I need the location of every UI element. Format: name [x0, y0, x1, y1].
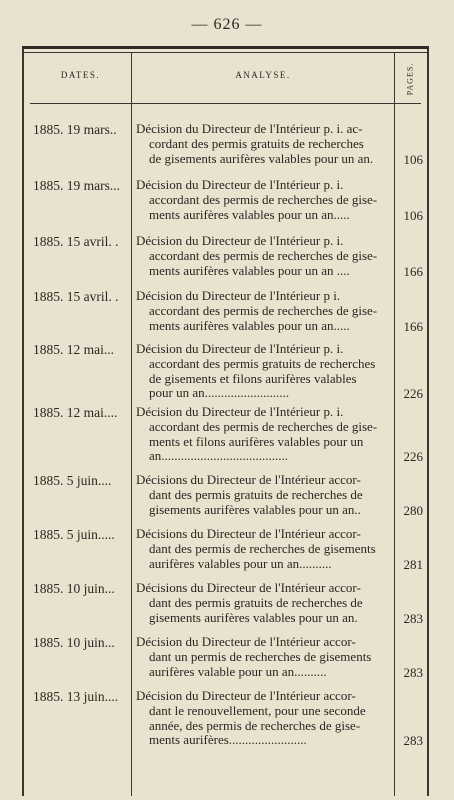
- entry-date: 1885. 19 mars...: [33, 178, 120, 193]
- analysis-line: accordant des permis de recherches de gise-: [149, 192, 378, 207]
- analysis-line: ments et filons aurifères valables pour un: [149, 434, 364, 449]
- analysis-line: Décision du Directeur de l'Intérieur accor-: [136, 689, 356, 703]
- analysis-line: pour un an..........................: [149, 386, 290, 401]
- analysis-line: Décisions du Directeur de l'Intérieur accor-: [136, 473, 361, 487]
- entry-analysis: [136, 122, 391, 166]
- entry-date: 1885. 15 avril. .: [33, 289, 119, 304]
- entry-date: 1885. 5 juin.....: [33, 527, 115, 542]
- column-header-pages-label: PAGES.: [405, 62, 415, 96]
- entry-date: 1885. 5 juin....: [33, 473, 112, 488]
- entry-date: 1885. 10 juin...: [33, 635, 115, 650]
- analysis-line: Décision du Directeur de l'Intérieur p i.: [136, 289, 341, 303]
- entry-date: 1885. 10 juin...: [33, 581, 115, 596]
- entry-page-number: 166: [403, 318, 423, 334]
- analysis-line: dant des permis de recherches de gisements: [149, 541, 376, 556]
- entry-analysis: [136, 527, 391, 571]
- entry-page-number: 281: [403, 556, 423, 572]
- analysis-line: de gisements aurifères valables pour un an.: [149, 151, 374, 166]
- entry-date: 1885. 12 mai...: [33, 342, 114, 357]
- entry-page-number: 106: [403, 151, 423, 167]
- analysis-line: accordant des permis de recherches de gise-: [149, 419, 378, 434]
- analysis-line: ments aurifères valables pour un an.....: [149, 318, 350, 333]
- entry-analysis: [136, 289, 391, 333]
- entry-analysis: [136, 581, 391, 625]
- analysis-line: dant des permis gratuits de recherches de: [149, 487, 363, 502]
- entry-page-number: 106: [403, 207, 423, 223]
- entry-date: 1885. 12 mai....: [33, 405, 118, 420]
- analysis-line: Décisions du Directeur de l'Intérieur accor-: [136, 527, 361, 541]
- entry-analysis: [136, 635, 391, 679]
- analysis-line: Décision du Directeur de l'Intérieur p. i.: [136, 234, 344, 248]
- entry-page-number: 283: [403, 610, 423, 626]
- entry-page-number: 226: [403, 386, 423, 402]
- analysis-line: Décision du Directeur de l'Intérieur p. i. ac-: [136, 122, 363, 136]
- analysis-line: de gisements et filons aurifères valables: [149, 371, 357, 386]
- analysis-line: dant le renouvellement, pour une seconde: [149, 703, 366, 718]
- analysis-line: Décision du Directeur de l'Intérieur p. i.: [136, 178, 344, 192]
- page-number: — 626 —: [191, 16, 263, 33]
- analysis-line: accordant des permis de recherches de gise-: [149, 303, 378, 318]
- analysis-line: gisements aurifères valables pour un an..: [149, 502, 361, 517]
- column-header-dates: DATES.: [60, 70, 101, 80]
- entry-page-number: 226: [403, 449, 423, 465]
- entry-analysis: [136, 342, 391, 401]
- analysis-line: année, des permis de recherches de gise-: [149, 718, 361, 733]
- analysis-line: ments aurifères........................: [149, 733, 307, 748]
- analysis-line: Décisions du Directeur de l'Intérieur accor-: [136, 581, 361, 595]
- analysis-line: cordant des permis gratuits de recherches: [149, 136, 364, 151]
- analysis-line: Décision du Directeur de l'Intérieur p. i.: [136, 405, 344, 419]
- entry-analysis: [136, 234, 391, 278]
- analysis-line: dant des permis gratuits de recherches de: [149, 595, 363, 610]
- entry-date: 1885. 19 mars..: [33, 122, 117, 137]
- entry-page-number: 283: [403, 733, 423, 749]
- analysis-line: accordant des permis gratuits de recherches: [149, 356, 376, 371]
- analysis-line: ments aurifères valables pour un an ....: [149, 263, 350, 278]
- entry-page-number: 166: [403, 263, 423, 279]
- analysis-line: accordant des permis de recherches de gise-: [149, 248, 378, 263]
- analysis-line: aurifères valables pour un an..........: [149, 556, 332, 571]
- analysis-line: gisements aurifères valables pour un an.: [149, 610, 358, 625]
- entry-page-number: 280: [403, 502, 423, 518]
- analysis-line: aurifères valable pour un an..........: [149, 664, 327, 679]
- column-header-analyse: ANALYSE.: [235, 70, 291, 80]
- entry-analysis: [136, 689, 391, 748]
- entry-analysis: [136, 405, 391, 464]
- analysis-line: dant un permis de recherches de gisements: [149, 649, 372, 664]
- entry-page-number: 283: [403, 664, 423, 680]
- analysis-line: Décision du Directeur de l'Intérieur accor-: [136, 635, 356, 649]
- entry-analysis: [136, 473, 391, 517]
- entry-analysis: [136, 178, 391, 222]
- entry-date: 1885. 15 avril. .: [33, 234, 119, 249]
- analysis-line: an.......................................: [149, 449, 289, 464]
- entry-date: 1885. 13 juin....: [33, 689, 119, 704]
- analysis-line: Décision du Directeur de l'Intérieur p. i.: [136, 342, 344, 356]
- analysis-line: ments aurifères valables pour un an.....: [149, 207, 350, 222]
